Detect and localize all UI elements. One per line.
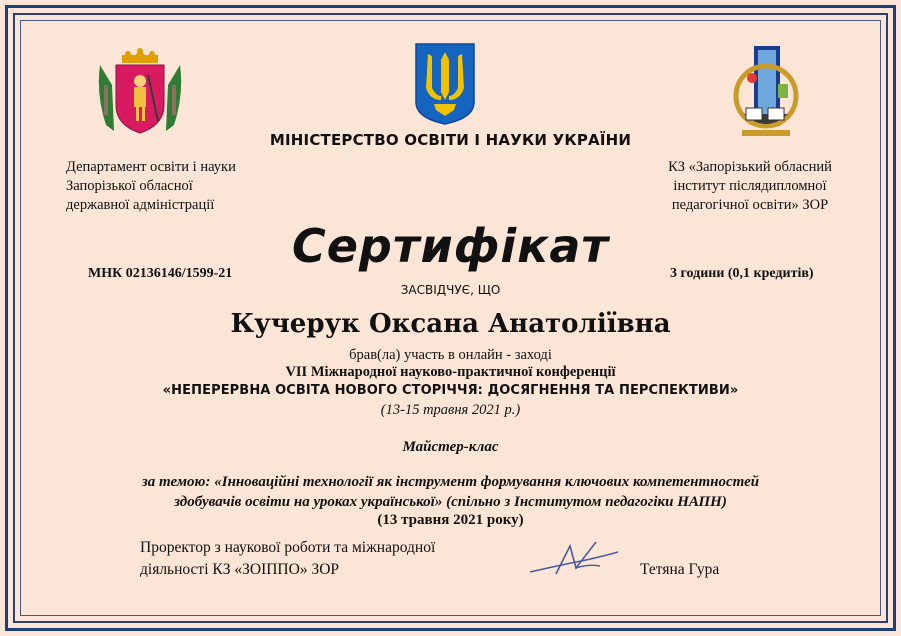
ukraine-trident-icon	[414, 42, 476, 126]
zaporizhzhia-coat-of-arms-icon	[92, 45, 188, 137]
session-type: Майстер-клас	[402, 439, 499, 455]
signer-name: Тетяна Гура	[640, 561, 720, 578]
right-organization	[640, 158, 860, 215]
left-org-line: державної адміністрації	[66, 197, 215, 213]
ministry-title: МІНІСТЕРСТВО ОСВІТИ І НАУКИ УКРАЇНИ	[269, 131, 632, 149]
certificate-title: Сертифікат	[291, 219, 610, 273]
topic-line: здобувачів освіти на уроках української» (спільно з Інститутом педагогіки НАПН)	[174, 494, 727, 510]
right-org-line: інститут післядипломної	[673, 178, 827, 194]
conference-dates: (13-15 травня 2021 р.)	[380, 402, 521, 418]
recipient-name: Кучерук Оксана Анатоліївна	[230, 309, 671, 339]
topic-line: за темою: «Інноваційні технології як інструмент формування ключових компетентностей	[141, 474, 760, 490]
right-org-line: КЗ «Запорізький обласний	[668, 159, 832, 175]
hours-credits: 3 години (0,1 кредитів)	[670, 266, 814, 281]
registration-number: МНК 02136146/1599-21	[88, 266, 233, 281]
left-org-line: Департамент освіти і науки	[66, 159, 236, 175]
conference-line: VII Міжнародної науково-практичної конференції	[285, 364, 616, 380]
session-topic	[40, 472, 861, 512]
signer-position	[140, 537, 435, 581]
conference-name: «НЕПЕРЕРВНА ОСВІТА НОВОГО СТОРІЧЧЯ: ДОСЯГНЕННЯ ТА ПЕРСПЕКТИВИ»	[162, 383, 739, 398]
right-org-line: педагогічної освіти» ЗОР	[671, 197, 829, 213]
session-date: (13 травня 2021 року)	[377, 512, 524, 528]
left-organization	[66, 158, 236, 215]
certifies-label: ЗАСВІДЧУЄ, ЩО	[400, 283, 501, 297]
signer-position-line: діяльності КЗ «ЗОІППО» ЗОР	[140, 561, 340, 578]
signature-mark	[526, 538, 622, 580]
participation-text: брав(ла) участь в онлайн - заході	[349, 347, 552, 363]
signer-position-line: Проректор з наукової роботи та міжнародної	[140, 539, 436, 556]
zoippo-logo-icon	[728, 44, 804, 140]
left-org-line: Запорізької обласної	[66, 178, 193, 194]
